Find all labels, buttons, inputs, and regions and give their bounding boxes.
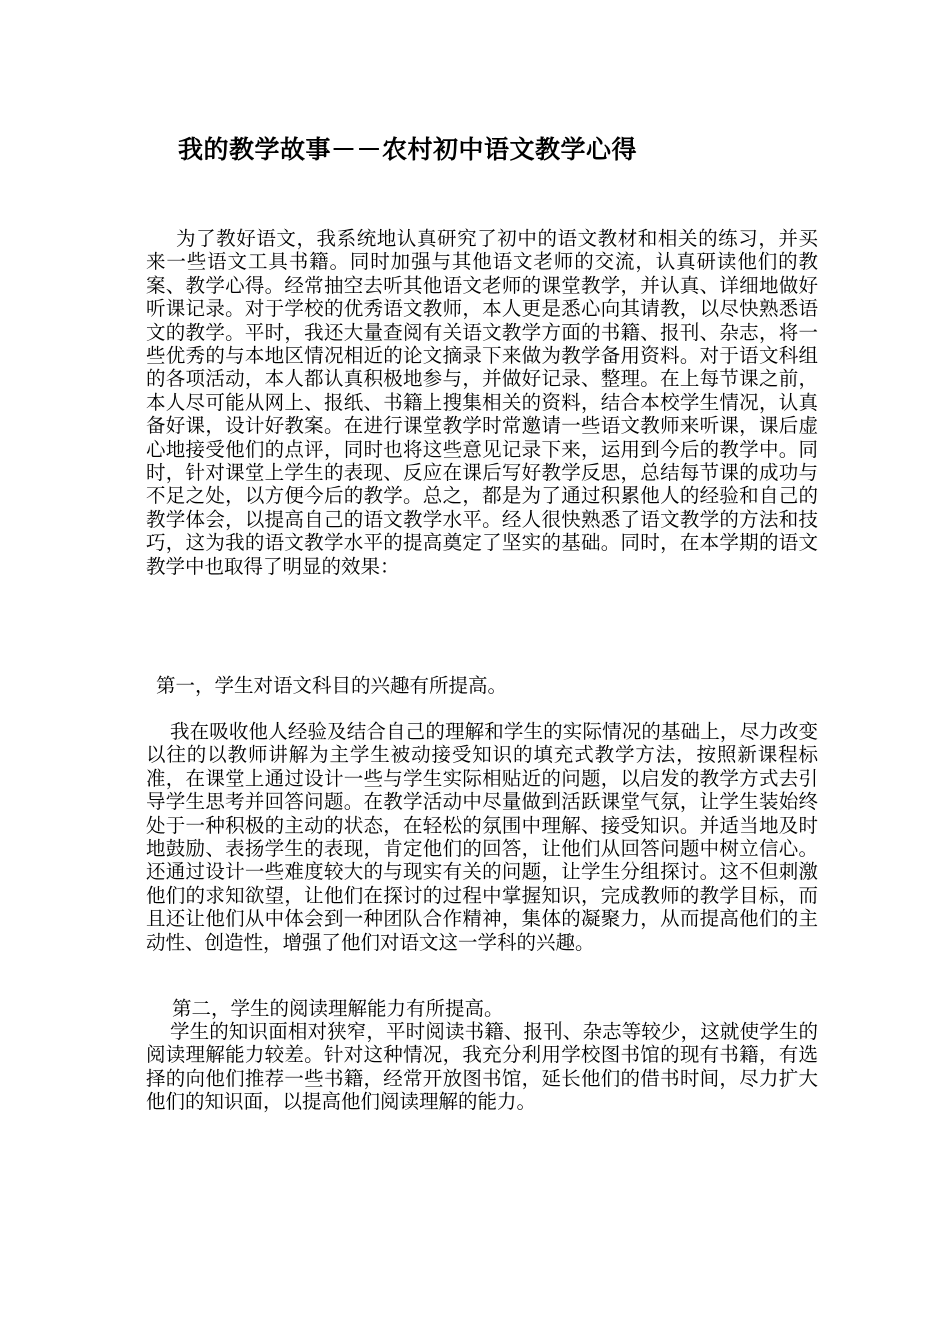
paragraph-reading: 学生的知识面相对狭窄，平时阅读书籍、报刊、杂志等较少，这就使学生的阅读理解能力较差。针对这种情况，我充分利用学校图书馆的现有书籍，有选择的向他们推荐一些书籍，经常开放图书馆，延长他们的借书时间，尽力扩大他们的知识面，以提高他们阅读理解的能力。 <box>146 1020 818 1114</box>
section-heading-second: 第二，学生的阅读理解能力有所提高。 <box>172 997 504 1020</box>
paragraph-intro: 为了教好语文，我系统地认真研究了初中的语文教材和相关的练习，并买来一些语文工具书籍。同时加强与其他语文老师的交流，认真研读他们的教案、教学心得。经常抽空去听其他语文老师的课堂教学，并认真、详细地做好听课记录。对于学校的优秀语文教师，本人更是悉心向其请教，以尽快熟悉语文的教学。平时，我还大量查阅有关语文教学方面的书籍、报刊、杂志，将一些优秀的与本地区情况相近的论文摘录下来做为教学备用资料。对于语文科组的各项活动，本人都认真积极地参与，并做好记录、整理。在上每节课之前，本人尽可能从网上、报纸、书籍上搜集相关的资料，结合本校学生情况，认真备好课，设计好教案。在进行课堂教学时常邀请一些语文教师来听课，课后虚心地接受他们的点评，同时也将这些意见记录下来，运用到今后的教学中。同时，针对课堂上学生的表现、反应在课后写好教学反思，总结每节课的成功与不足之处，以方便今后的教学。总之，都是为了通过积累他人的经验和自己的教学体会，以提高自己的语文教学水平。经人很快熟悉了语文教学的方法和技巧，这为我的语文教学水平的提高奠定了坚实的基础。同时，在本学期的语文教学中也取得了明显的效果： <box>146 227 818 578</box>
section-heading-first: 第一，学生对语文科目的兴趣有所提高。 <box>156 674 508 697</box>
document-title: 我的教学故事－－农村初中语文教学心得 <box>178 135 638 164</box>
paragraph-interest: 我在吸收他人经验及结合自己的理解和学生的实际情况的基础上，尽力改变以往的以教师讲解为主学生被动接受知识的填充式教学方法，按照新课程标准，在课堂上通过设计一些与学生实际相贴近的问题，以启发的教学方式去引导学生思考并回答问题。在教学活动中尽量做到活跃课堂气氛，让学生装始终处于一种积极的主动的状态，在轻松的氛围中理解、接受知识。并适当地及时地鼓励、表扬学生的表现，肯定他们的回答，让他们从回答问题中树立信心。还通过设计一些难度较大的与现实有关的问题，让学生分组探讨。这不但刺激他们的求知欲望，让他们在探讨的过程中掌握知识，完成教师的教学目标，而且还让他们从中体会到一种团队合作精神，集体的凝聚力，从而提高他们的主动性、创造性，增强了他们对语文这一学科的兴趣。 <box>146 720 818 954</box>
